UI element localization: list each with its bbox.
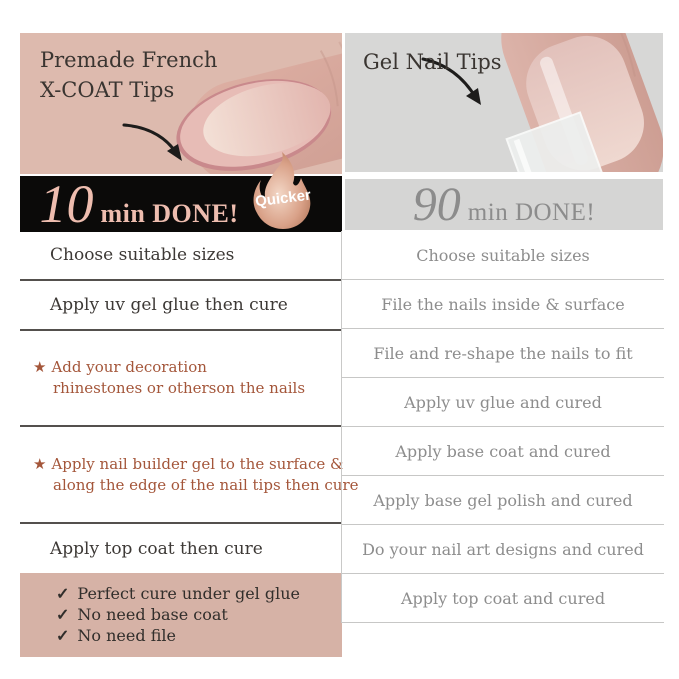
right-step-row [342,476,664,525]
right-step-row [342,231,664,280]
right-step-row [342,525,664,574]
benefit-text: No need file [77,626,176,645]
right-step-row [342,574,664,623]
right-step-row [342,280,664,329]
right-step-text: File and re-shape the nails to fit [373,343,633,363]
check-icon: ✓ [56,584,70,603]
right-step-text: Apply base coat and cured [395,441,611,461]
right-time-value: 90 [412,177,461,231]
right-time-bar [345,179,663,230]
quicker-flame-badge [249,150,317,230]
left-step-row [20,281,342,331]
benefit-text: No need base coat [77,605,228,624]
check-icon: ✓ [56,626,70,645]
right-hero-panel [345,33,663,172]
left-time-label: min DONE! [100,199,239,228]
left-step-row-highlighted [20,427,359,524]
right-panel-title: Gel Nail Tips [363,50,502,74]
left-steps-column [20,231,359,573]
right-step-row [342,427,664,476]
left-title-line2: X-COAT Tips [40,78,175,102]
left-step-text: rhinestones or otherson the nails [53,379,306,397]
left-panel-title [40,45,217,105]
right-steps-column [341,231,664,623]
right-step-text: Apply uv glue and cured [404,392,602,412]
left-step-text: Apply uv gel glue then cure [50,295,288,315]
star-icon: ★ [33,358,47,376]
right-step-text: Apply base gel polish and cured [373,490,633,510]
benefits-box [20,573,342,657]
right-step-text: File the nails inside & surface [381,294,625,314]
check-icon: ✓ [56,605,70,624]
right-step-row [342,329,664,378]
benefit-item [56,584,342,604]
left-step-text: Add your decoration [51,358,207,376]
left-title-line1: Premade French [40,48,218,72]
right-time-label: min DONE! [467,198,596,226]
right-step-text: Do your nail art designs and cured [362,539,644,559]
left-time-value: 10 [39,174,94,234]
benefit-item [56,626,342,646]
benefit-item [56,605,342,625]
left-step-row [20,231,342,281]
left-step-row-highlighted [20,331,342,427]
star-icon: ★ [33,454,47,473]
curved-arrow-icon [124,125,182,161]
left-step-text: Apply nail builder gel to the surface & [51,454,344,473]
left-step-text: Choose suitable sizes [50,245,235,265]
right-step-text: Choose suitable sizes [416,245,590,265]
left-step-text: along the edge of the nail tips then cure [53,475,359,494]
benefit-text: Perfect cure under gel glue [77,584,301,603]
left-step-text: Apply top coat then cure [50,538,263,559]
right-step-row [342,378,664,427]
quicker-badge-label: Quicker [254,186,312,211]
right-step-text: Apply top coat and cured [400,588,606,608]
left-step-row [20,524,342,573]
